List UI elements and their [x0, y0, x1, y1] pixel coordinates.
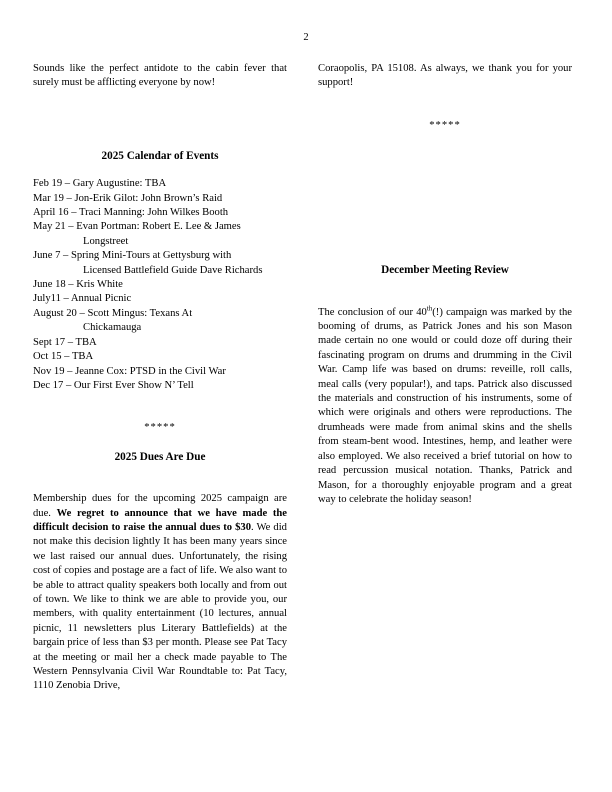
list-item-continuation: Licensed Battlefield Guide Dave Richards — [83, 264, 263, 276]
list-item: July11 – Annual Picnic — [33, 293, 132, 305]
dues-text-emphasis: We regret to announce that we have made the difficult decision to raise the annual dues to $30 — [33, 507, 287, 533]
right-column — [318, 62, 572, 507]
divider-stars: ***** — [429, 119, 461, 131]
review-text-post: (!) campaign was marked by the booming of drums, as Patrick Jones and his son Mason made certain no one would or could doze off during their fascinating program on drums and drumming in the Civil War. Camp life was based on drums: reveille, roll calls, meal calls (very popular!), and taps. Patrick also discussed the materials and construction of his instruments, some of which were originals and others were reproductions. The drumheads were made from animal skins and the shells from steam-bent wood. Intestines, hemp, and leather were also employed. We also received a brief tutorial on how to read percussion musical notation. Thanks, Patrick and Mason, for a thoroughly enjoyable program and a great way to celebrate the holiday season! — [318, 306, 572, 505]
list-item: June 18 – Kris White — [33, 279, 123, 291]
review-heading: December Meeting Review — [381, 264, 509, 277]
list-item: August 20 – Scott Mingus: Texans At — [33, 307, 193, 319]
page-number: 2 — [303, 32, 309, 43]
review-paragraph — [318, 306, 572, 508]
dues-text-part1: Membership dues for the upcoming 2025 campaign are due. — [33, 493, 287, 519]
calendar-heading: 2025 Calendar of Events — [101, 149, 219, 162]
list-item: Mar 19 – Jon-Erik Gilot: John Brown’s Raid — [33, 192, 223, 204]
divider-stars: ***** — [144, 422, 176, 434]
list-item: Dec 17 – Our First Ever Show N’ Tell — [33, 379, 194, 391]
list-item-continuation: Chickamauga — [83, 322, 142, 334]
ordinal-suffix: th — [426, 304, 433, 313]
dues-heading: 2025 Dues Are Due — [114, 450, 206, 463]
intro-paragraph: Sounds like the perfect antidote to the cabin fever that surely must be afflicting everyone by now! — [33, 63, 287, 89]
list-item: Feb 19 – Gary Augustine: TBA — [33, 178, 167, 190]
list-item: June 7 – Spring Mini-Tours at Gettysburg with — [33, 250, 232, 262]
dues-paragraph — [33, 492, 287, 694]
left-column — [33, 62, 287, 694]
dues-text-part2: . We did not make this decision lightly It has been many years since we last raised our annual dues. Unfortunately, the rising cost of copies and postage are a fact of life. We also want to be able to attract quality speakers both locally and from out of town. We like to think we are able to provide you, our members, with quality entertainment (10 lectures, annual picnic, 11 newsletters plus Literary Battlefields) at the bargain price of less than $3 per month. Please see Pat Tacy at the meeting or mail her a check made payable to The Western Pennsylvania Civil War Roundtable to: Pat Tacy, 1110 Zenobia Drive, — [33, 521, 287, 692]
calendar-list — [33, 177, 287, 393]
list-item: May 21 – Evan Portman: Robert E. Lee & James — [33, 221, 241, 233]
list-item-continuation: Longstreet — [83, 235, 129, 247]
list-item: April 16 – Traci Manning: John Wilkes Booth — [33, 207, 229, 219]
address-continuation-paragraph: Coraopolis, PA 15108. As always, we thank you for your support! — [318, 63, 572, 89]
review-text-pre: The conclusion of our 40 — [318, 306, 427, 318]
list-item: Nov 19 – Jeanne Cox: PTSD in the Civil War — [33, 365, 226, 377]
list-item: Oct 15 – TBA — [33, 351, 94, 363]
list-item: Sept 17 – TBA — [33, 336, 97, 348]
